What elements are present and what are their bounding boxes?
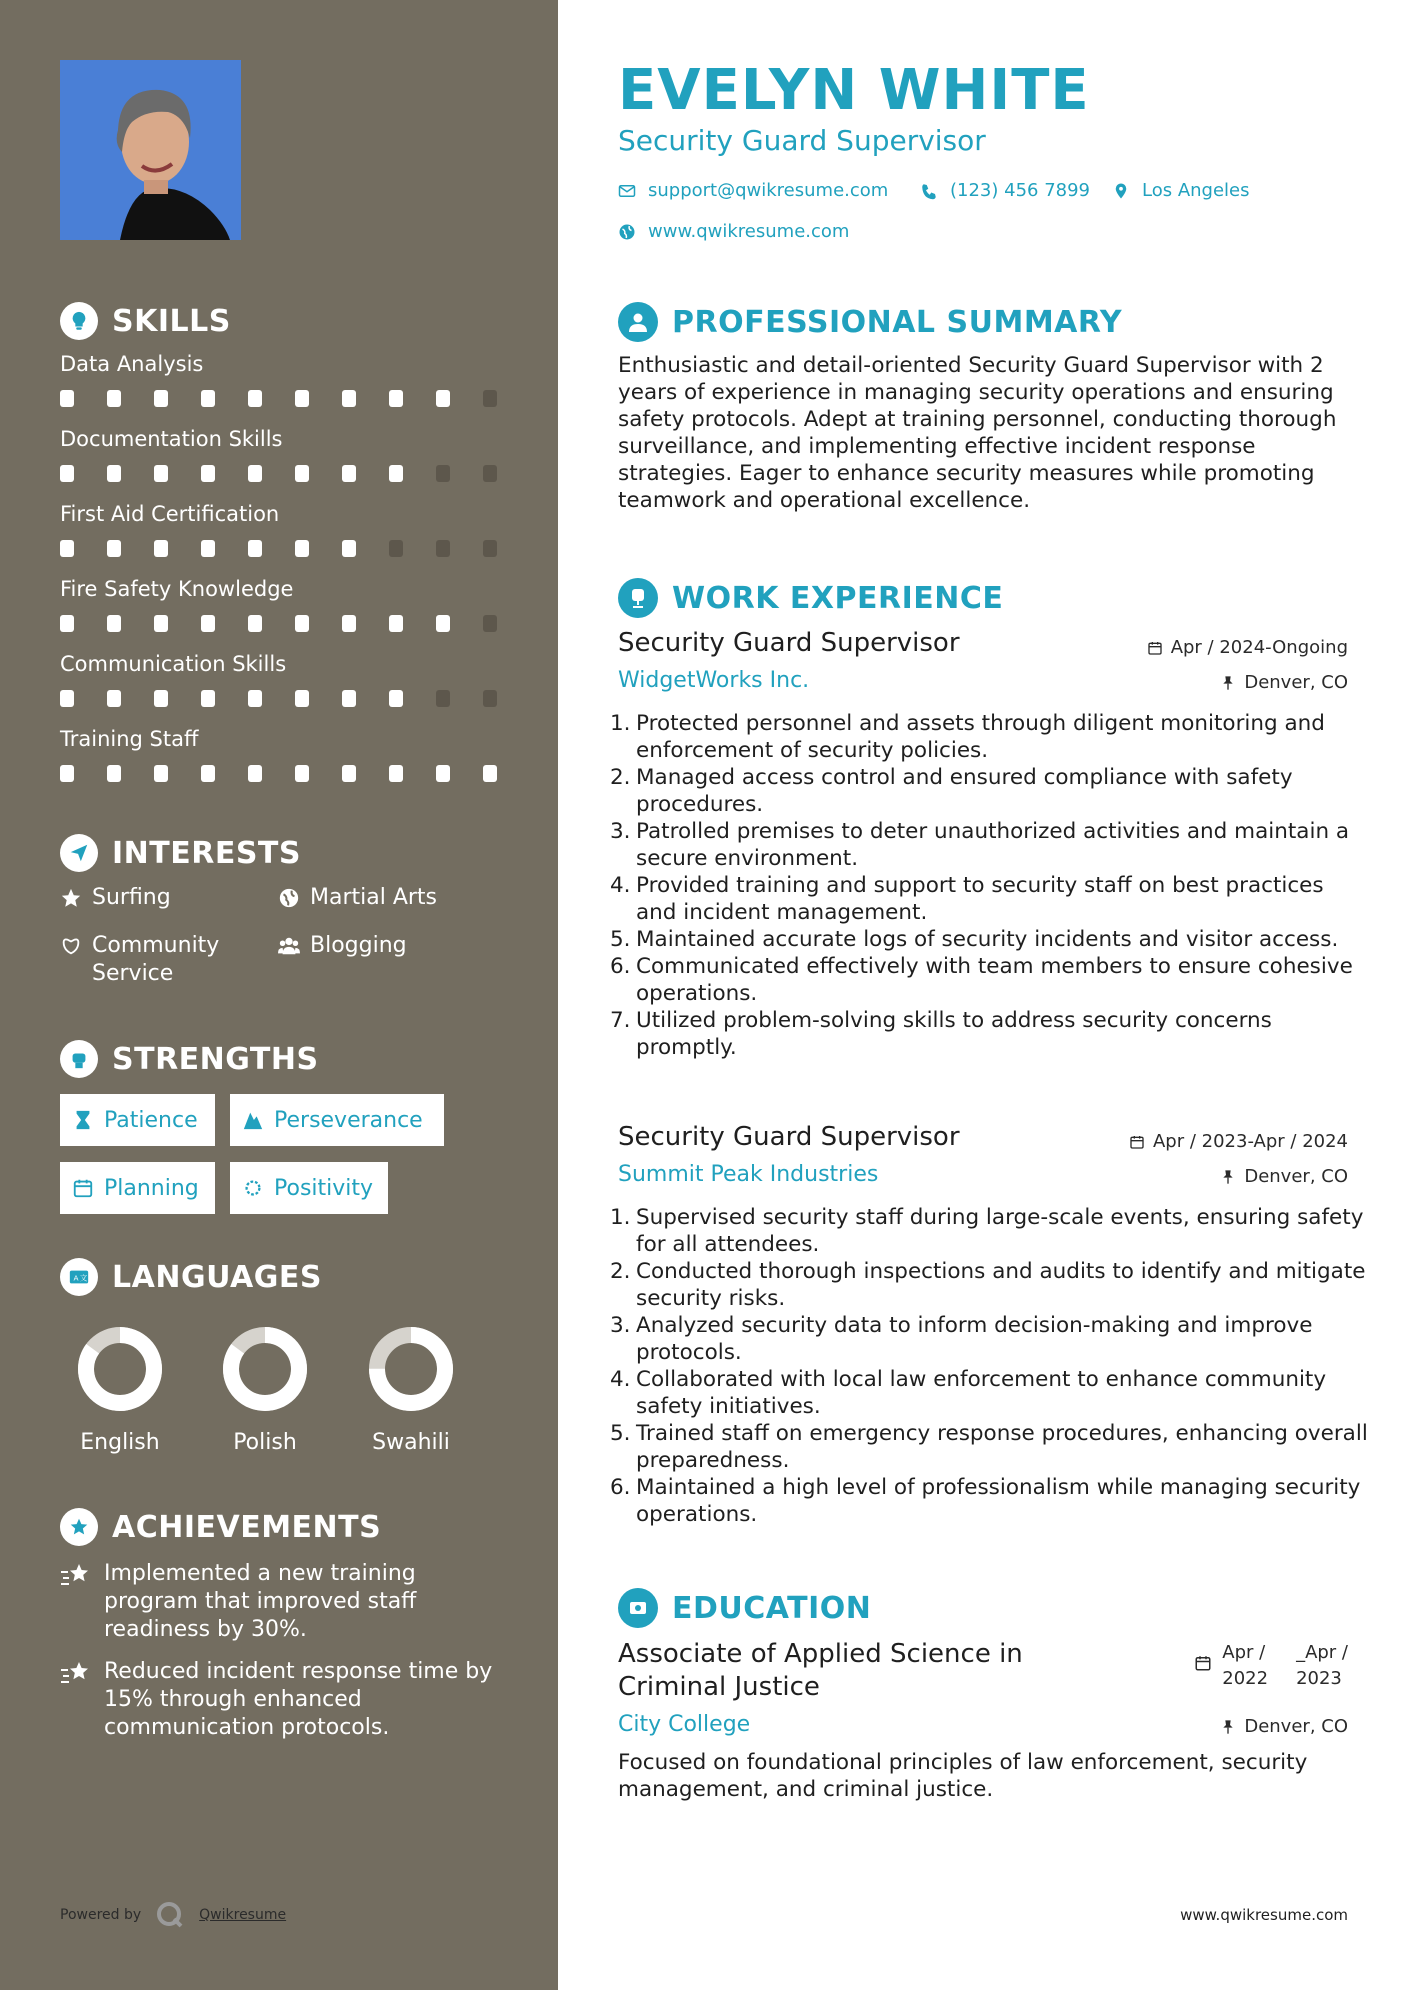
job-bullet (610, 1204, 1370, 1258)
skill-rating (60, 540, 497, 557)
paper-plane-icon (60, 834, 98, 872)
interest-item (278, 932, 407, 960)
skill-dot (295, 690, 309, 707)
bullet-text: Maintained accurate logs of security incidents and visitor access. (636, 927, 1339, 952)
job-title: Security Guard Supervisor (618, 628, 960, 658)
skill-dot (248, 465, 262, 482)
pushpin-icon (1220, 675, 1236, 691)
skill-dot (60, 615, 74, 632)
candidate-name: EVELYN WHITE (618, 58, 1090, 123)
skill-dot (436, 765, 450, 782)
hand-heart-icon (60, 935, 82, 957)
contact-email[interactable] (618, 180, 888, 201)
education-title: EDUCATION (672, 1590, 872, 1626)
skill-name: Documentation Skills (60, 427, 283, 451)
job-bullet (610, 818, 1370, 872)
language-donut (222, 1326, 308, 1412)
bullet-number: 6. (610, 1475, 631, 1500)
strength-label: Patience (104, 1107, 198, 1133)
interest-label: Martial Arts (310, 885, 438, 910)
job-location-text: Denver, CO (1244, 1166, 1348, 1187)
interest-item (60, 884, 171, 912)
skill-dot (107, 540, 121, 557)
skill-dot (483, 465, 497, 482)
bullet-number: 4. (610, 873, 631, 898)
skill-dot (342, 540, 356, 557)
contact-location (1112, 180, 1250, 201)
bullet-text: Maintained a high level of professionalism while managing security operations. (636, 1475, 1361, 1527)
edu-end-year: 2023 (1296, 1668, 1342, 1689)
degree-line-1: Associate of Applied Science in (618, 1639, 1023, 1669)
skill-dot (342, 690, 356, 707)
skill-dot (389, 690, 403, 707)
skill-dot (295, 465, 309, 482)
user-icon (618, 302, 658, 342)
hourglass-icon (72, 1109, 94, 1131)
interest-label: Community Service (92, 933, 220, 986)
bullet-text: Trained staff on emergency response procedures, enhancing overall preparedness. (636, 1421, 1368, 1473)
bullet-number: 3. (610, 819, 631, 844)
job-dates-text: Apr / 2024-Ongoing (1170, 637, 1348, 658)
bullet-text: Collaborated with local law enforcement to enhance community safety initiatives. (636, 1367, 1327, 1419)
skill-dot (342, 390, 356, 407)
job-bullet (610, 953, 1370, 1007)
skill-dot (248, 540, 262, 557)
skill-dot (389, 765, 403, 782)
language-label: English (80, 1430, 160, 1455)
summary-heading (618, 302, 1122, 342)
strength-label: Positivity (274, 1175, 374, 1201)
bullet-text: Provided training and support to security staff on best practices and incident management. (636, 873, 1324, 925)
briefcase-icon (618, 578, 658, 618)
skills-heading (60, 302, 231, 340)
contact-phone[interactable] (920, 180, 1090, 201)
skill-dot (483, 615, 497, 632)
skill-dot (483, 765, 497, 782)
job-location-text: Denver, CO (1244, 672, 1348, 693)
skill-dot (483, 690, 497, 707)
skill-dot (107, 390, 121, 407)
strength-label: Perseverance (274, 1107, 423, 1133)
job-bullet (610, 1007, 1370, 1061)
language-label: Polish (233, 1430, 297, 1455)
skill-dot (201, 390, 215, 407)
job-dates (1129, 1131, 1348, 1152)
skill-dot (201, 465, 215, 482)
bullet-text: Analyzed security data to inform decision-making and improve protocols. (636, 1313, 1313, 1365)
shooting-star-icon (60, 1660, 92, 1688)
calendar-icon (72, 1177, 94, 1199)
skill-dot (342, 765, 356, 782)
education-dates (1194, 1640, 1348, 1692)
experience-heading (618, 578, 1003, 618)
strength-chip (60, 1162, 215, 1214)
calendar-icon (1129, 1134, 1145, 1150)
skill-dot (389, 390, 403, 407)
skill-dot (60, 390, 74, 407)
skill-name: First Aid Certification (60, 502, 280, 526)
skill-dot (107, 690, 121, 707)
calendar-icon (1147, 640, 1163, 656)
skill-dot (60, 765, 74, 782)
languages-heading (60, 1258, 322, 1296)
school-name: City College (618, 1712, 751, 1737)
svg-text:A: A (73, 1273, 79, 1283)
skill-dot (389, 540, 403, 557)
skill-dot (201, 615, 215, 632)
job-location (1220, 1166, 1348, 1187)
strength-label: Planning (104, 1175, 199, 1201)
skill-dot (436, 615, 450, 632)
job-bullet (610, 1258, 1370, 1312)
main-content (558, 0, 1407, 1990)
bullet-text: Patrolled premises to deter unauthorized activities and maintain a secure environment. (636, 819, 1350, 871)
skill-dot (107, 765, 121, 782)
bullet-number: 2. (610, 1259, 631, 1284)
skill-dot (154, 540, 168, 557)
bullet-number: 1. (610, 1205, 631, 1230)
skill-dot (389, 615, 403, 632)
skill-dot (154, 765, 168, 782)
education-description: Focused on foundational principles of law enforcement, security management, and criminal justice. (618, 1750, 1308, 1802)
skill-dot (295, 390, 309, 407)
bullet-number: 5. (610, 927, 631, 952)
interests-heading (60, 834, 301, 872)
award-star-icon (60, 1508, 98, 1546)
qwikresume-link[interactable]: Qwikresume (199, 1907, 287, 1923)
skill-dot (107, 465, 121, 482)
edu-start-month: Apr / (1222, 1642, 1266, 1663)
skill-dot (60, 465, 74, 482)
sidebar (0, 0, 558, 1990)
job-bullet (610, 872, 1370, 926)
degree-title (618, 1638, 1023, 1704)
edu-start (1222, 1640, 1268, 1692)
website-text: www.qwikresume.com (648, 221, 850, 242)
education-heading (618, 1588, 871, 1628)
education-location (1220, 1716, 1348, 1737)
bullet-number: 7. (610, 1008, 631, 1033)
strength-chip (230, 1162, 388, 1214)
bullet-text: Managed access control and ensured compliance with safety procedures. (636, 765, 1293, 817)
bullet-text: Supervised security staff during large-scale events, ensuring safety for all attendees. (636, 1205, 1364, 1257)
job-bullet (610, 764, 1370, 818)
contact-website[interactable] (618, 221, 849, 242)
education-location-text: Denver, CO (1244, 1716, 1348, 1737)
interest-label: Surfing (92, 885, 171, 910)
skill-dot (483, 540, 497, 557)
job-bullet (610, 1420, 1370, 1474)
job-bullet (610, 710, 1370, 764)
skill-dot (295, 540, 309, 557)
bullet-number: 5. (610, 1421, 631, 1446)
summary-text: Enthusiastic and detail-oriented Security Guard Supervisor with 2 years of experience in managing security operations and ensuring safety protocols. Adept at training personnel, conducting thorough surveillance, and implementing effective incident response strategies. Eager to enhance security measures while promoting teamwork and operational excellence. (618, 353, 1337, 513)
skill-dot (248, 615, 262, 632)
graduation-icon (618, 1588, 658, 1628)
skill-name: Fire Safety Knowledge (60, 577, 294, 601)
edu-start-year: 2022 (1222, 1668, 1269, 1689)
skill-dot (248, 765, 262, 782)
summary-title: PROFESSIONAL SUMMARY (672, 304, 1123, 340)
achievement-text: Reduced incident response time by 15% through enhanced communication protocols. (104, 1659, 493, 1740)
pushpin-icon (1220, 1719, 1236, 1735)
job-bullet (610, 1366, 1370, 1420)
calendar-icon (1194, 1654, 1212, 1672)
skill-dot (154, 690, 168, 707)
pushpin-icon (1220, 1169, 1236, 1185)
job-bullet (610, 1474, 1370, 1528)
skill-dot (295, 765, 309, 782)
skill-dot (389, 465, 403, 482)
email-text: support@qwikresume.com (648, 180, 889, 201)
fist-icon (60, 1040, 98, 1078)
skill-dot (201, 765, 215, 782)
profile-photo (60, 60, 241, 240)
skill-dot (248, 690, 262, 707)
interest-item (60, 932, 260, 988)
bullet-text: Conducted thorough inspections and audits to identify and mitigate security risks. (636, 1259, 1366, 1311)
job-bullets (610, 710, 1370, 1061)
job-bullet (610, 926, 1370, 953)
skill-dot (436, 690, 450, 707)
achievement-text: Implemented a new training program that improved staff readiness by 30%. (104, 1561, 417, 1642)
skill-dot (436, 540, 450, 557)
language-donut (368, 1326, 454, 1412)
powered-label: Powered by (60, 1907, 142, 1923)
bullet-number: 1. (610, 711, 631, 736)
skill-dot (154, 390, 168, 407)
bullet-number: 4. (610, 1367, 631, 1392)
lightbulb-icon (60, 302, 98, 340)
job-dates (1147, 637, 1348, 658)
map-pin-icon (1112, 182, 1130, 200)
skill-rating (60, 390, 497, 407)
languages-title: LANGUAGES (112, 1259, 322, 1295)
globe-icon (618, 223, 636, 241)
strength-chip (230, 1094, 444, 1146)
company-name: WidgetWorks Inc. (618, 668, 810, 693)
skill-dot (436, 390, 450, 407)
skill-dot (295, 615, 309, 632)
strengths-heading (60, 1040, 319, 1078)
phone-icon (920, 182, 938, 200)
skill-dot (60, 540, 74, 557)
achievements-heading (60, 1508, 381, 1546)
job-location (1220, 672, 1348, 693)
climber-icon (242, 1109, 264, 1131)
interest-item (278, 884, 437, 912)
bullet-text: Communicated effectively with team members to ensure cohesive operations. (636, 954, 1353, 1006)
portrait-image (60, 60, 241, 240)
edu-end (1296, 1640, 1348, 1692)
bullet-number: 2. (610, 765, 631, 790)
skill-dot (201, 540, 215, 557)
achievements-title: ACHIEVEMENTS (112, 1509, 382, 1545)
globe-icon (278, 887, 300, 909)
interest-label: Blogging (310, 933, 407, 958)
interests-title: INTERESTS (112, 835, 301, 871)
job-bullet (610, 1312, 1370, 1366)
skill-dot (60, 690, 74, 707)
skills-title: SKILLS (112, 303, 231, 339)
language-donut (77, 1326, 163, 1412)
job-title: Security Guard Supervisor (618, 1122, 960, 1152)
skill-rating (60, 765, 497, 782)
envelope-icon (618, 182, 636, 200)
bullet-text: Protected personnel and assets through diligent monitoring and enforcement of security policies. (636, 711, 1325, 763)
bullet-number: 6. (610, 954, 631, 979)
footer-website-link[interactable]: www.qwikresume.com (1180, 1906, 1348, 1924)
svg-text:文: 文 (79, 1273, 88, 1283)
skill-dot (154, 615, 168, 632)
location-text: Los Angeles (1142, 180, 1250, 201)
skill-dot (483, 390, 497, 407)
skill-dot (342, 465, 356, 482)
achievement-item (60, 1560, 500, 1644)
skill-rating (60, 690, 497, 707)
skill-dot (342, 615, 356, 632)
skill-name: Training Staff (60, 727, 199, 751)
language-icon (60, 1258, 98, 1296)
job-bullets (610, 1204, 1370, 1528)
skill-rating (60, 465, 497, 482)
achievement-item (60, 1658, 500, 1742)
candidate-role: Security Guard Supervisor (618, 124, 986, 157)
skill-dot (201, 690, 215, 707)
users-icon (278, 935, 300, 957)
company-name: Summit Peak Industries (618, 1162, 879, 1187)
degree-line-2: Criminal Justice (618, 1672, 820, 1702)
strengths-title: STRENGTHS (112, 1041, 319, 1077)
bullet-text: Utilized problem-solving skills to address security concerns promptly. (636, 1008, 1272, 1060)
phone-text: (123) 456 7899 (950, 180, 1091, 201)
qwikresume-logo-icon (155, 1900, 185, 1930)
job-dates-text: Apr / 2023-Apr / 2024 (1152, 1131, 1348, 1152)
skill-dot (436, 465, 450, 482)
powered-by (60, 1900, 286, 1930)
strength-chip (60, 1094, 215, 1146)
sun-icon (242, 1177, 264, 1199)
skill-rating (60, 615, 497, 632)
skill-name: Data Analysis (60, 352, 204, 376)
skill-dot (154, 465, 168, 482)
star-icon (60, 887, 82, 909)
skill-dot (107, 615, 121, 632)
language-label: Swahili (372, 1430, 450, 1455)
shooting-star-icon (60, 1562, 92, 1590)
edu-end-month: _Apr / (1296, 1642, 1348, 1663)
skill-name: Communication Skills (60, 652, 287, 676)
skill-dot (248, 390, 262, 407)
bullet-number: 3. (610, 1313, 631, 1338)
experience-title: WORK EXPERIENCE (672, 580, 1004, 616)
